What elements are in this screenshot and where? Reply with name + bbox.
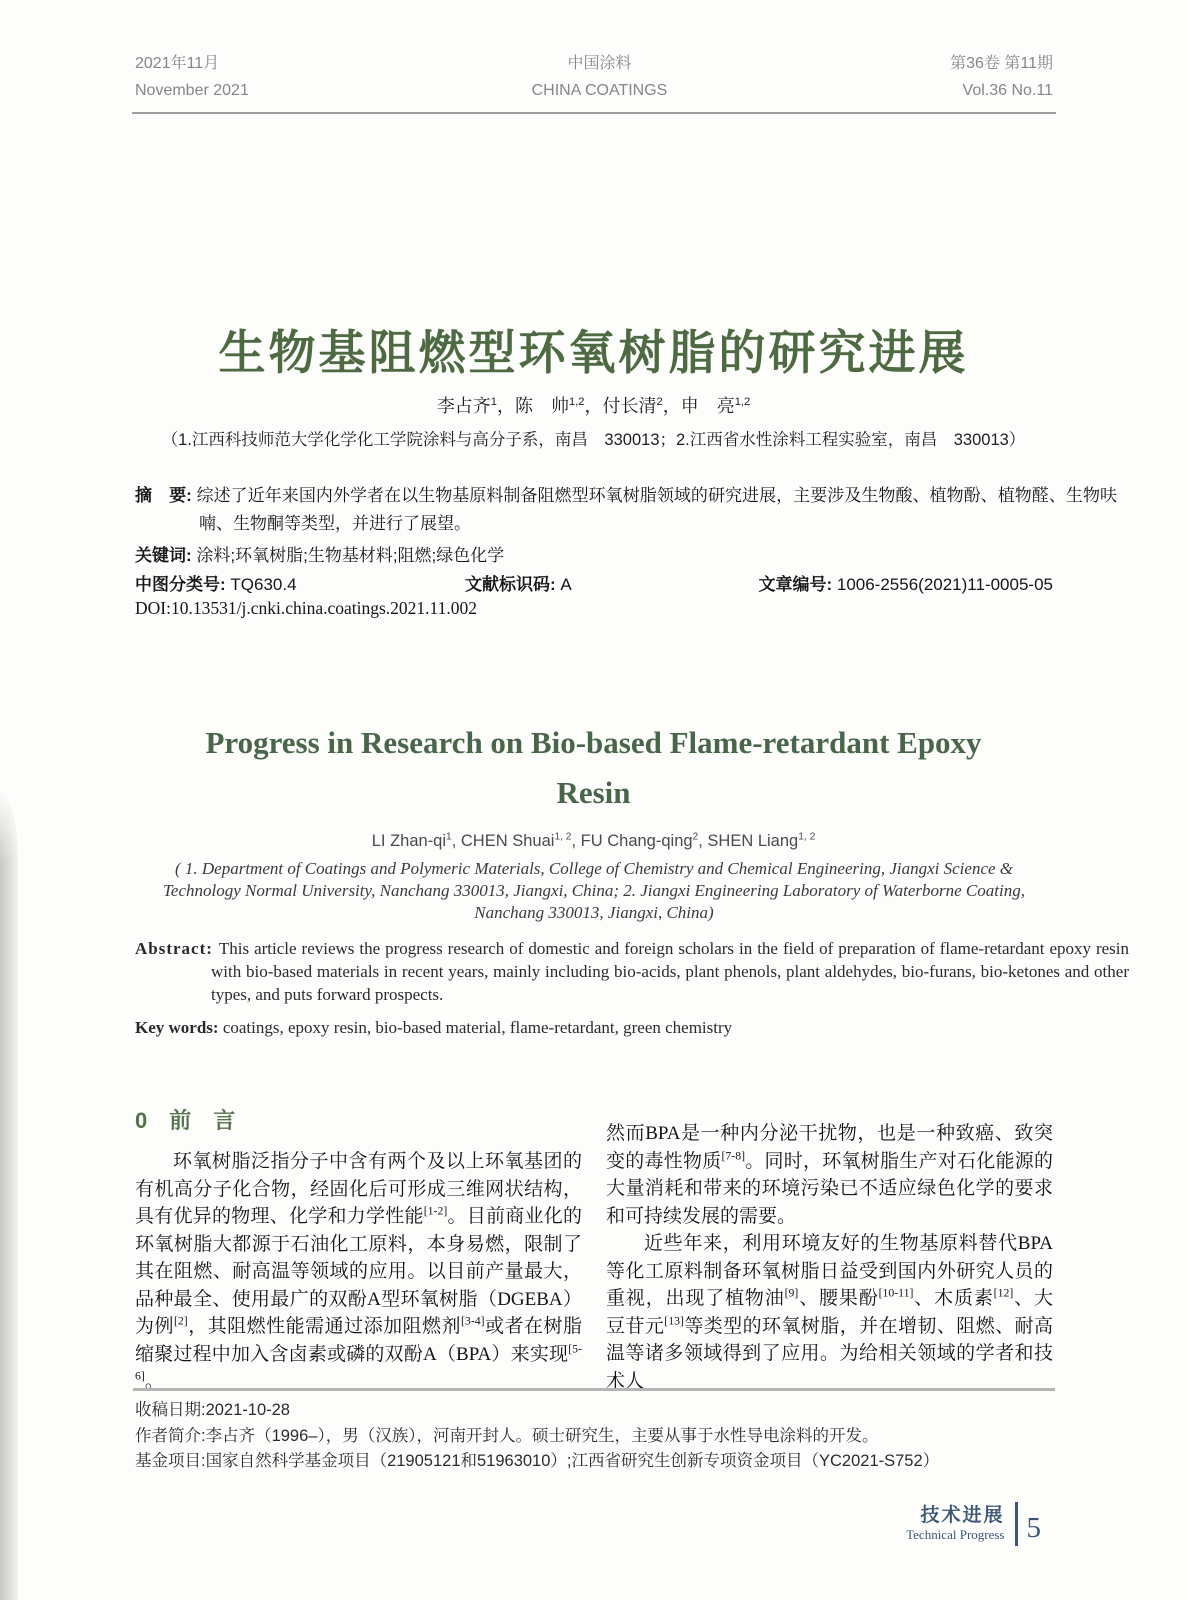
footnote-funding: 基金项目:国家自然科学基金项目（21905121和51963010）;江西省研究生创新专项资金项目（YC2021-S752） [135,1452,940,1470]
meta-row [135,570,1053,598]
keywords-en-text: coatings, epoxy resin, bio-based material, flame-retardant, green chemistry [222,1018,733,1037]
clc-number: 中图分类号: TQ630.4 [135,575,297,594]
body-column-right [606,1106,1053,1396]
document-code: 文献标识码: A [465,575,572,594]
header-divider [132,112,1056,114]
article-title-en [0,718,1187,818]
keywords-cn-label: 关键词: [135,546,197,565]
doi: DOI:10.13531/j.cnki.china.coatings.2021.11.002 [135,598,478,618]
section-heading: 0 前 言 [135,1108,236,1133]
abstract-en-label: Abstract: [135,939,219,958]
paragraph-intro-1: 环氧树脂泛指分子中含有两个及以上环氧基团的有机高分子化合物，经固化后可形成三维网状结构，具有优异的物理、化学和力学性能[1-2]。目前商业化的环氧树脂大都源于石油化工原料，本身易燃，限制了其在阻燃、耐高温等领域的应用。以目前产量最大，品种最全、使用最广的双酚A型环氧树脂（DGEBA）为例[2]，其阻燃性能需通过添加阻燃剂[3-4]或者在树脂缩聚过程中加入含卤素或磷的双酚A（BPA）来实现[5-6]。 [135,1151,582,1392]
left-edge-scan-shadow [0,792,18,1600]
keywords-cn-text: 涂料;环氧树脂;生物基材料;阻燃;绿色化学 [196,546,505,565]
abstract-cn-label: 摘 要: [135,486,197,505]
footer-section [906,1505,1004,1543]
authors-en: LI Zhan-$qi^1$, CHEN Shuai$^{1, 2}$, FU Chang-qing$^2$, SHEN Liang$^{1, 2}$ [371,831,816,850]
header-journal-cn: 中国涂料 [567,55,632,72]
paragraph-intro-1-continued: 然而BPA是一种内分泌干扰物，也是一种致癌、致突变的毒性物质[7-8]。同时，环氧树脂生产对石化能源的大量消耗和带来的环境污染已不适应绿色化学的要求和可持续发展的需要。 [606,1123,1053,1227]
body-column-left [135,1106,582,1396]
footnote-divider [133,1388,1055,1391]
body-columns [135,1106,1053,1396]
keywords-en-label: Key words: [135,1018,223,1037]
header-journal-en: CHINA COATINGS [531,82,668,99]
affiliation-en: ( 1. Department of Coatings and Polymeric Materials, College of Chemistry and Chemical Engineering, Jiangxi Science & Technology Normal University, Nanchang 330013, Jiangxi, China; 2. Jiangxi Engineering Laboratory of Waterborne Coating, Nanchang 330013, Jiangxi, China) [163,859,1025,922]
header-date-cn: 2021年11月 [135,55,220,72]
page-number: 5 [1026,1511,1041,1544]
abstract-cn [135,482,1117,538]
footnotes [135,1398,1053,1475]
keywords-cn [135,541,1053,566]
abstract-en [135,937,1129,1006]
header-volume [950,50,1053,104]
article-title-en-line2: Resin [556,775,631,810]
footer-divider-bar [1015,1502,1018,1546]
footer-section-cn: 技术进展 [920,1505,1005,1526]
header-date-en: November 2021 [135,82,249,99]
header-volume-cn: 第36卷 第11期 [950,55,1053,72]
footer-section-en: Technical Progress [906,1527,1005,1542]
paragraph-intro-2: 近些年来，利用环境友好的生物基原料替代BPA等化工原料制备环氧树脂日益受到国内外研究人员的重视，出现了植物油[9]、腰果酚[10-11]、木质素[12]、大豆苷元[13]等类型的环氧树脂，并在增韧、阻燃、耐高温等诸多领域得到了应用。为给相关领域的学者和技术人 [606,1233,1053,1392]
abstract-en-text: This article reviews the progress research of domestic and foreign scholars in the field of preparation of flame-retardant epoxy resin with bio-based materials in recent years, mainly including bio-acids, plant phenols, plant aldehydes, bio-furans, bio-ketones and other types, and puts forward prospects. [211,939,1130,1004]
affiliation-cn: （1.江西科技师范大学化学化工学院涂料与高分子系，南昌 330013；2.江西省水性涂料工程实验室，南昌 330013） [161,431,1026,449]
page-footer [906,1502,1041,1546]
authors-cn: 李占齐$^1$，陈 帅$^{1,2}$，付长清$^2$，申 亮$^{1,2}$ [436,396,751,416]
header-volume-en: Vol.36 No.11 [962,82,1053,99]
footnote-received-date: 收稿日期:2021-10-28 [135,1401,290,1419]
keywords-en [135,1018,1053,1038]
header-date [135,50,249,104]
abstract-cn-text: 综述了近年来国内外学者在以生物基原料制备阻燃型环氧树脂领域的研究进展，主要涉及生物酸、植物酚、植物醛、生物呋喃、生物酮等类型，并进行了展望。 [196,486,1118,533]
article-number: 文章编号: 1006-2556(2021)11-0005-05 [758,575,1053,594]
running-head [135,50,1053,104]
footnote-author-bio: 作者简介:李占齐（1996–），男（汉族），河南开封人。硕士研究生，主要从事于水性导电涂料的开发。 [135,1426,879,1445]
article-title-cn: 生物基阻燃型环氧树脂的研究进展 [218,326,969,379]
article-title-en-line1: Progress in Research on Bio-based Flame-retardant Epoxy [205,725,982,760]
header-journal [532,50,668,104]
